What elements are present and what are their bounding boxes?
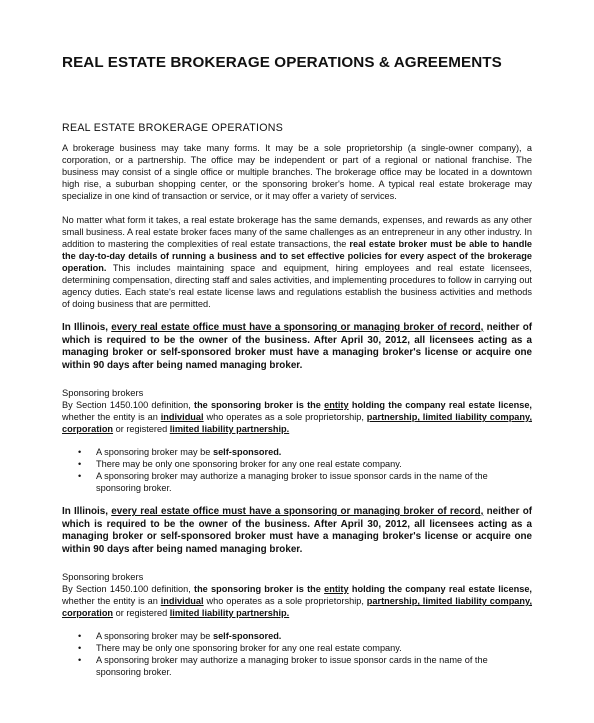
def-b: the sponsoring broker is the <box>194 584 325 594</box>
illinois-prefix: In Illinois, <box>62 506 112 517</box>
def-individual: individual <box>160 412 204 422</box>
illinois-requirement-1 <box>62 322 532 372</box>
list-item: • A sponsoring broker may authorize a managing broker to issue sponsor cards in the name of the sponsoring broker. <box>96 470 532 494</box>
paragraph-brokerage-demands <box>62 214 532 310</box>
def-e: whether the entity is an <box>62 412 161 422</box>
illinois-rest: neither of which is required to be the owner of the business. After April 30, 2012, all licensees acting as a managing broker or self-sponsored broker must have a managing broker's license or acquire one within 90 days after being named managing broker. <box>62 506 533 555</box>
def-entities: partnership, limited liability company, corporation <box>62 412 533 434</box>
illinois-rest: neither of which is required to be the owner of the business. After April 30, 2012, all licensees acting as a managing broker or self-sponsored broker must have a managing broker's license or acquire one within 90 days after being named managing broker. <box>62 322 533 371</box>
sponsoring-rules-list-2 <box>62 630 532 678</box>
bullet-text: A sponsoring broker may be <box>96 631 213 641</box>
bullet-text: A sponsoring broker may be <box>96 447 213 457</box>
paragraph-brokerage-forms: A brokerage business may take many forms. It may be a sole proprietorship (a single-owner company), a corporation, or a partnership. The office may be independent or part of a regional or national franchise. The business may consist of a single office or multiple branches. The brokerage office may be located in a downtown high rise, a suburban shopping center, or the sponsoring broker's home. A typical real estate brokerage may specialize in one kind of transaction or service, or it may offer a variety of services. <box>62 143 532 201</box>
def-llp: limited liability partnership. <box>169 608 290 618</box>
def-entities: partnership, limited liability company, corporation <box>62 596 533 618</box>
def-d: holding the company real estate license, <box>348 400 532 410</box>
para2-text-a: No matter what form it takes, a real estate brokerage has the same demands, expenses, and rewards as any other small business. A real estate broker faces many of the same challenges as an entrepreneur in any other industry. In addition to mastering the complexities of real estate transactions, the <box>62 215 532 249</box>
sponsoring-definition-2 <box>62 583 532 619</box>
para2-text-c: This includes maintaining space and equipment, hiring employees and real estate licensees, determining compensation, directing staff and sales activities, and implementing procedures to follow in carrying out agency duties. Each state's real estate license laws and regulations establish the business activities and methods of doing business that are permitted. <box>62 263 532 309</box>
sponsoring-rules-list-1 <box>62 446 532 494</box>
def-g: who operates as a sole proprietorship, <box>203 412 367 422</box>
section-heading: REAL ESTATE BROKERAGE OPERATIONS <box>62 122 284 134</box>
sponsoring-definition-1 <box>62 399 532 435</box>
def-i: or registered <box>113 424 170 434</box>
def-i: or registered <box>113 608 170 618</box>
bullet-emphasis: self-sponsored. <box>212 447 282 457</box>
def-b: the sponsoring broker is the <box>194 400 325 410</box>
def-llp: limited liability partnership. <box>169 424 290 434</box>
def-a: By Section 1450.100 definition, <box>62 400 195 410</box>
para2-emphasis: real estate broker must be able to handle the day-to-day details of running a business and to set effective policies for every aspect of the brokerage operation. <box>62 239 532 273</box>
list-item: • There may be only one sponsoring broker for any one real estate company. <box>96 458 532 470</box>
list-item: • There may be only one sponsoring broker for any one real estate company. <box>96 642 532 654</box>
illinois-requirement-2 <box>62 506 532 556</box>
sponsoring-brokers-heading-1: Sponsoring brokers <box>62 387 144 398</box>
def-entity: entity <box>324 400 349 410</box>
def-g: who operates as a sole proprietorship, <box>203 596 367 606</box>
sponsoring-brokers-heading-2: Sponsoring brokers <box>62 571 144 582</box>
illinois-prefix: In Illinois, <box>62 322 112 333</box>
document-title: REAL ESTATE BROKERAGE OPERATIONS & AGREEMENTS <box>62 54 502 71</box>
def-a: By Section 1450.100 definition, <box>62 584 195 594</box>
bullet-emphasis: self-sponsored. <box>212 631 282 641</box>
list-item: • A sponsoring broker may authorize a managing broker to issue sponsor cards in the name of the sponsoring broker. <box>96 654 532 678</box>
list-item <box>96 446 532 458</box>
illinois-underlined: every real estate office must have a sponsoring or managing broker of record, <box>111 322 484 333</box>
def-individual: individual <box>160 596 204 606</box>
list-item <box>96 630 532 642</box>
def-d: holding the company real estate license, <box>348 584 532 594</box>
def-entity: entity <box>324 584 349 594</box>
def-e: whether the entity is an <box>62 596 161 606</box>
illinois-underlined: every real estate office must have a sponsoring or managing broker of record, <box>111 506 484 517</box>
